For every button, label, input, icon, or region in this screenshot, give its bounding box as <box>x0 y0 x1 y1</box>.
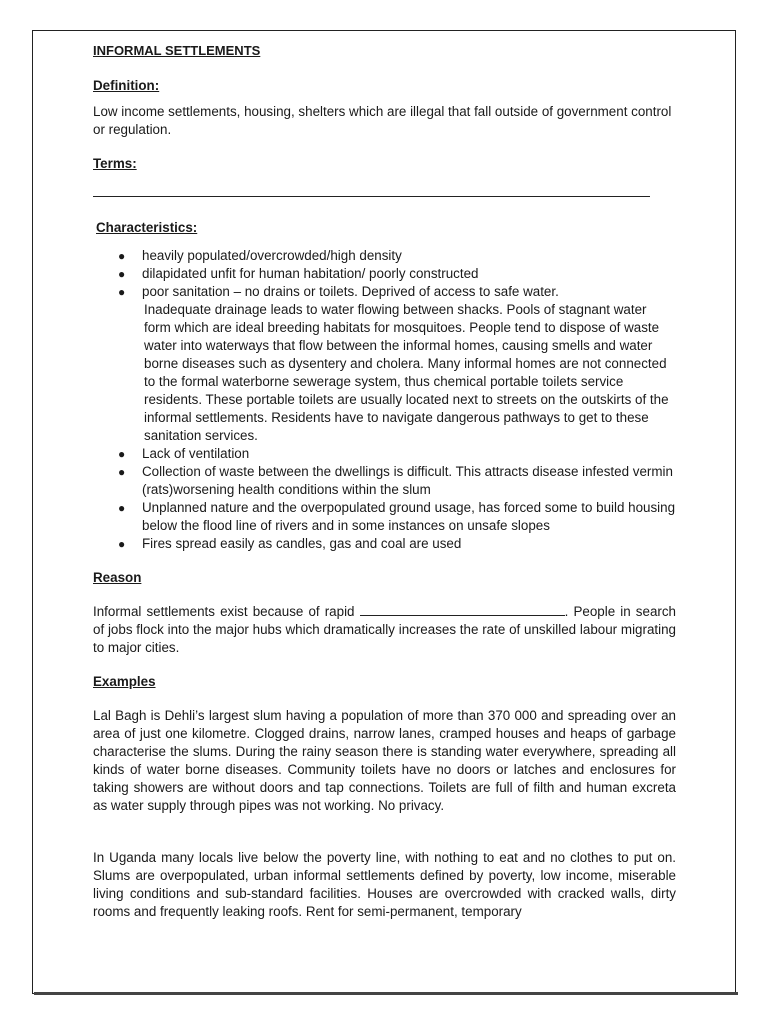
reason-text: Informal settlements exist because of rapid . People in search of jobs flock into the major hubs which dramatically increases the rate of unskilled labour migrating to major cities. <box>93 604 676 655</box>
bullet-icon: ● <box>118 285 126 299</box>
examples-paragraph-uganda: In Uganda many locals live below the poverty line, with nothing to eat and no clothes to put on. Slums are overpopulated, urban informal settlements defined by poverty, low income, miserable living conditions and sub-standard facilities. Houses are overcrowded with cracked walls, dirty rooms and frequently leaking roofs. Rent for semi-permanent, temporary <box>93 850 676 919</box>
document-title: INFORMAL SETTLEMENTS <box>93 43 261 58</box>
examples-heading: Examples <box>93 674 156 689</box>
characteristics-heading: Characteristics: <box>96 220 198 235</box>
document-body <box>93 42 676 937</box>
sanitation-detail: Inadequate drainage leads to water flowing between shacks. Pools of stagnant water form which are ideal breeding habitats for mosquitoes. People tend to dispose of waste water into waterways that flow between the informal homes, causing smells and water borne diseases such as dysentery and cholera. Many informal homes are not connected to the formal waterborne sewerage system, thus chemical portable toilets service residents. These portable toilets are usually located next to streets on the outskirts of the informal settlements. Residents have to navigate dangerous pathways to get to these sanitation services. <box>144 302 669 443</box>
terms-heading: Terms: <box>93 156 137 171</box>
definition-text: Low income settlements, housing, shelters which are illegal that fall outside of government control or regulation. <box>93 104 672 137</box>
characteristics-list <box>93 247 676 553</box>
list-item: ● heavily populated/overcrowded/high density <box>118 248 402 263</box>
bullet-icon: ● <box>118 537 126 551</box>
reason-fill-in-blank <box>360 603 565 616</box>
terms-fill-in-line <box>93 181 650 197</box>
bullet-icon: ● <box>118 465 126 479</box>
list-item: ● poor sanitation – no drains or toilets. Deprived of access to safe water. <box>118 284 559 299</box>
bullet-icon: ● <box>118 249 126 263</box>
examples-paragraph-delhi: Lal Bagh is Dehli’s largest slum having a population of more than 370 000 and spreading over an area of just one kilometre. Clogged drains, narrow lanes, cramped houses and heaps of garbage characterise the slums. During the rainy season there is standing water everywhere, spreading all kinds of water borne diseases. Community toilets have no doors or latches and enclosures for taking showers are without doors and tap connections. Toilets are full of filth and human excreta as water supply through pipes was not working. No privacy. <box>93 708 676 813</box>
reason-heading: Reason <box>93 570 142 585</box>
bullet-icon: ● <box>118 501 126 515</box>
page-border-shadow <box>34 992 738 995</box>
list-item: ● Unplanned nature and the overpopulated ground usage, has forced some to build housing below the flood line of rivers and in some instances on unsafe slopes <box>118 500 676 533</box>
list-item: ● Lack of ventilation <box>118 446 250 461</box>
list-item: ● Collection of waste between the dwellings is difficult. This attracts disease infested vermin (rats)worsening health conditions within the slum <box>118 464 673 497</box>
definition-heading: Definition: <box>93 78 160 93</box>
bullet-icon: ● <box>118 267 126 281</box>
list-item: ● Fires spread easily as candles, gas and coal are used <box>118 536 462 551</box>
bullet-icon: ● <box>118 447 126 461</box>
list-item: ● dilapidated unfit for human habitation/ poorly constructed <box>118 266 479 281</box>
